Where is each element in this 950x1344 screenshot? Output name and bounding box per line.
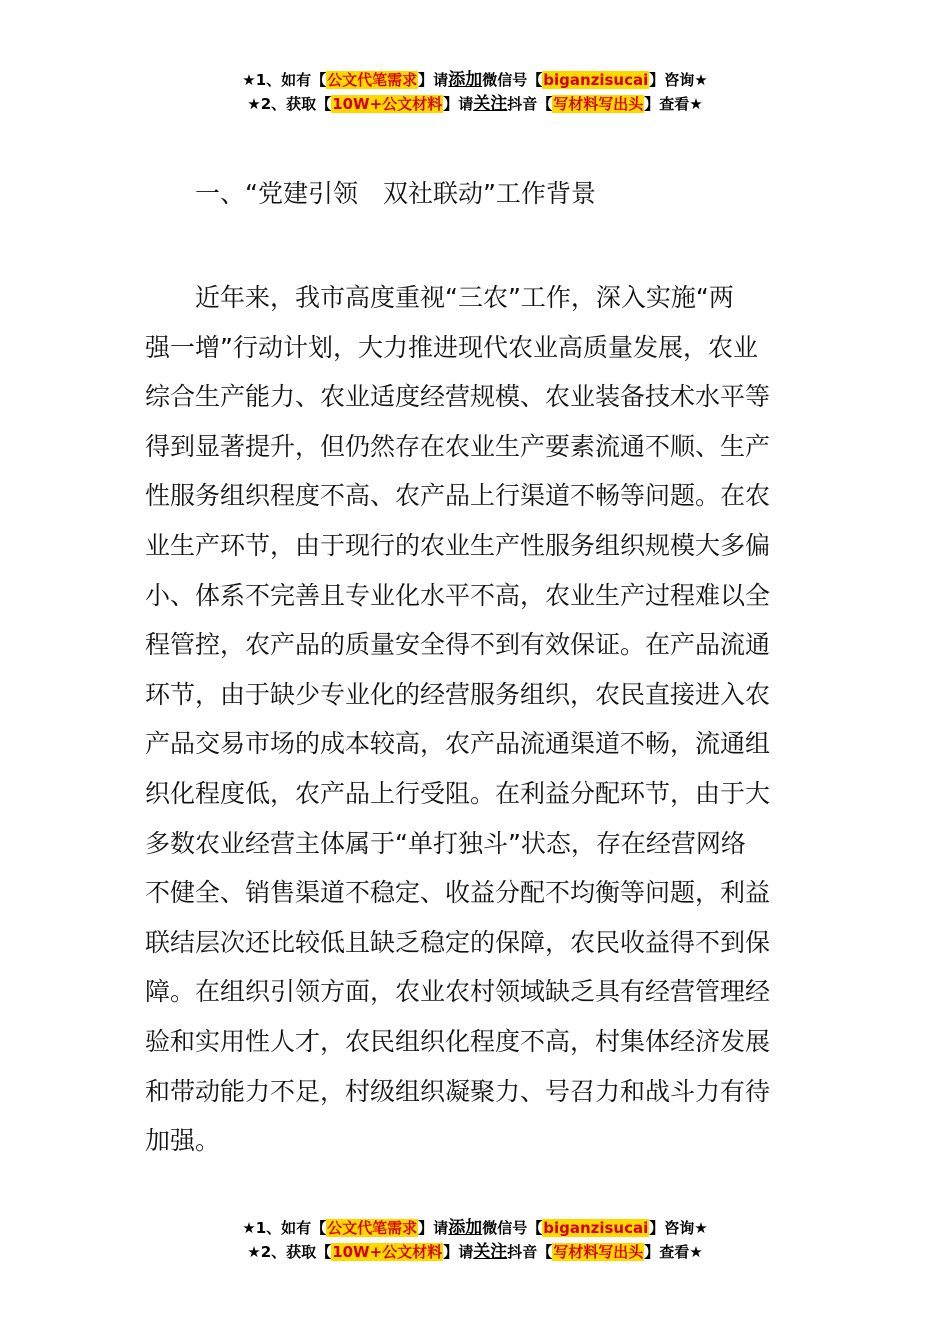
banner-text: 】请 [418,1219,449,1237]
paragraph-line: 近年来，我市高度重视“三农”工作，深入实施“两 [145,283,734,312]
banner-underline-follow: 关注 [473,94,508,114]
banner-underline-add: 添加 [448,70,483,90]
banner-text: 】请 [443,95,474,113]
banner-highlight-wechat-id: biganzisucai [543,1219,649,1237]
body-paragraph [145,273,809,1166]
banner-highlight-douyin: 写材料写出头 [553,95,644,113]
paragraph-line: 联结层次还比较低且缺乏稳定的保障，农民收益得不到保 [145,927,771,957]
paragraph-line: 不健全、销售渠道不稳定、收益分配不均衡等问题，利益 [145,878,771,908]
paragraph-line: 业生产环节，由于现行的农业生产性服务组织规模大多偏 [145,530,771,560]
header-banner [0,68,950,116]
paragraph-line: 综合生产能力、农业适度经营规模、农业装备技术水平等 [145,382,771,412]
banner-highlight-douyin: 写材料写出头 [553,1243,644,1261]
paragraph-line: 和带动能力不足，村级组织凝聚力、号召力和战斗力有待 [145,1076,771,1106]
paragraph-line: 强一增”行动计划，大力推进现代农业高质量发展，农业 [145,332,758,362]
banner-line-2 [0,1240,950,1264]
banner-underline-follow: 关注 [473,1242,508,1262]
banner-text: 】咨询★ [649,71,708,89]
paragraph-line: 产品交易市场的成本较高，农产品流通渠道不畅，流通组 [145,729,771,759]
banner-highlight-materials: 10W+公文材料 [332,95,443,113]
section-heading: 一、“党建引领 双社联动”工作背景 [195,179,596,208]
paragraph-line: 程管控，农产品的质量安全得不到有效保证。在产品流通 [145,630,771,660]
banner-highlight-service: 公文代笔需求 [327,71,418,89]
paragraph-line: 性服务组织程度不高、农产品上行渠道不畅等问题。在农 [145,481,771,511]
banner-text: 】请 [418,71,449,89]
banner-text: 抖音【 [507,95,553,113]
paragraph-line: 多数农业经营主体属于“单打独斗”状态，存在经营网络 [145,828,746,858]
banner-text: 】请 [443,1243,474,1261]
paragraph-line: 小、体系不完善且专业化水平不高，农业生产过程难以全 [145,580,771,610]
banner-text: 】查看★ [644,1243,703,1261]
paragraph-line: 织化程度低，农产品上行受阻。在利益分配环节，由于大 [145,778,771,808]
banner-text: 】查看★ [644,95,703,113]
banner-highlight-wechat-id: biganzisucai [543,71,649,89]
banner-line-1 [0,1216,950,1240]
banner-line-2 [0,92,950,116]
banner-text: 】咨询★ [649,1219,708,1237]
paragraph-line: 加强。 [145,1126,221,1156]
footer-banner [0,1216,950,1264]
banner-text: 微信号【 [482,1219,543,1237]
paragraph-line: 得到显著提升，但仍然存在农业生产要素流通不顺、生产 [145,431,771,461]
banner-highlight-service: 公文代笔需求 [327,1219,418,1237]
banner-highlight-materials: 10W+公文材料 [332,1243,443,1261]
paragraph-line: 环节，由于缺少专业化的经营服务组织，农民直接进入农 [145,679,771,709]
paragraph-line: 验和实用性人才，农民组织化程度不高，村集体经济发展 [145,1026,771,1056]
banner-text: ★1、如有【 [242,1219,327,1237]
banner-text: 抖音【 [507,1243,553,1261]
banner-text: ★2、获取【 [247,95,332,113]
banner-underline-add: 添加 [448,1218,483,1238]
paragraph-line: 障。在组织引领方面，农业农村领域缺乏具有经营管理经 [145,977,771,1007]
banner-line-1 [0,68,950,92]
banner-text: 微信号【 [482,71,543,89]
banner-text: ★1、如有【 [242,71,327,89]
banner-text: ★2、获取【 [247,1243,332,1261]
